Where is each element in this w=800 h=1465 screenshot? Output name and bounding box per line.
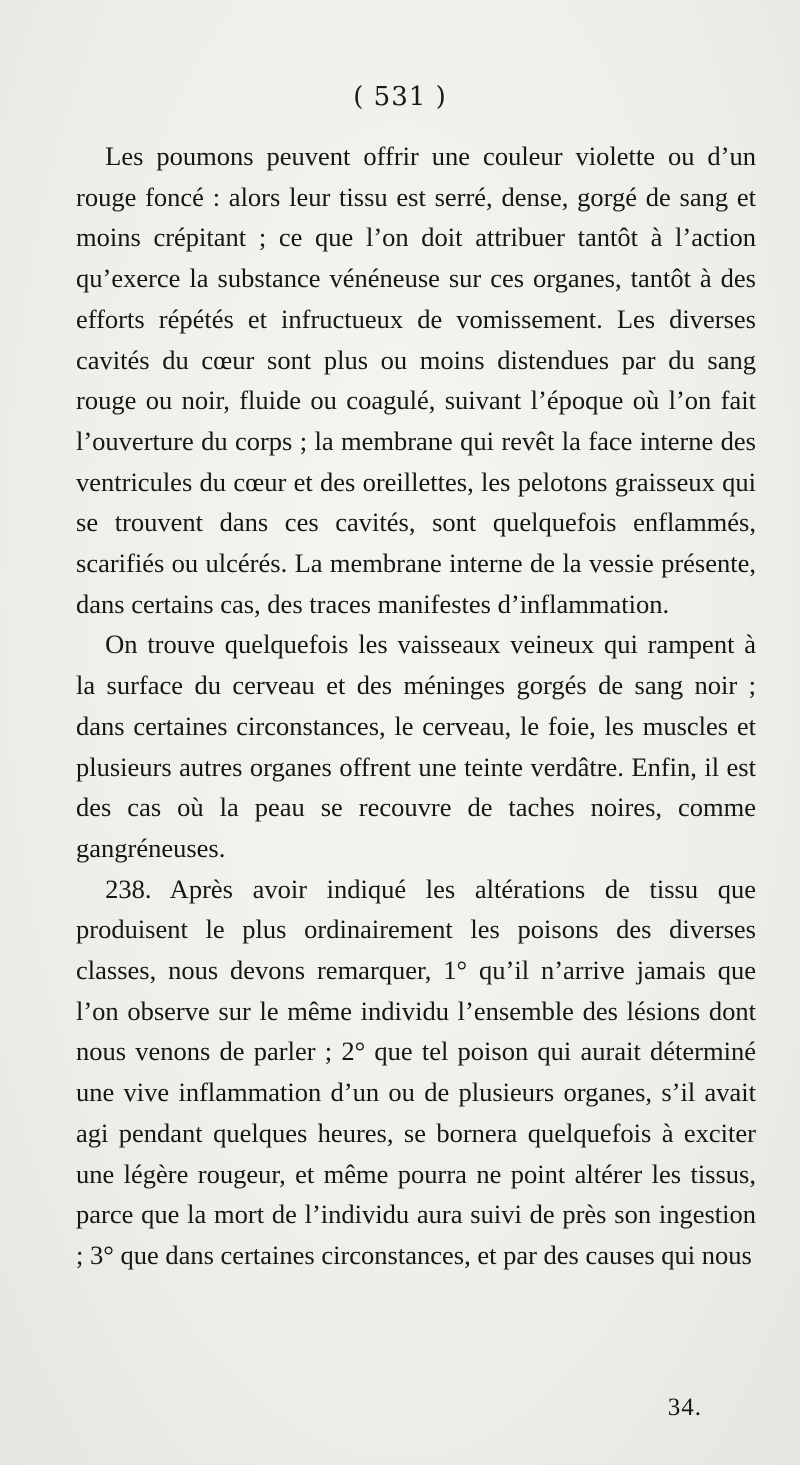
page-number: ( 531 ) [353,82,447,112]
paragraph-3: 238. Après avoir indiqué les altérations de tissu que produisent le plus ordinairement les poisons des diverses classes, nous devons remarquer, 1° qu’il n’arrive jamais que l’on observe sur le même individu l’ensemble des lésions dont nous venons de parler ; 2° que tel poison qui aurait déterminé une vive inflammation d’un ou de plusieurs organes, s’il avait agi pendant quelques heures, se bornera quelquefois à exciter une légère rougeur, et même pourra ne point altérer les tissus, parce que la mort de l’individu aura suivi de près son ingestion ; 3° que dans certaines circonstances, et par des causes qui nous [76,873,756,1270]
paragraph-1: Les poumons peuvent offrir une couleur violette ou d’un rouge foncé : alors leur tissu est serré, dense, gorgé de sang et moins crépitant ; ce que l’on doit attribuer tantôt à l’action qu’exerce la substance vénéneuse sur ces organes, tantôt à des efforts répétés et infructueux de vomissement. Les diverses cavités du cœur sont plus ou moins distendues par du sang rouge ou noir, fluide ou coagulé, suivant l’époque où l’on fait l’ouverture du corps ; la membrane qui revêt la face interne des ventricules du cœur et des oreillettes, les pelotons graisseux qui se trouvent dans ces cavités, sont quelquefois enflammés, scarifiés ou ulcérés. La membrane interne de la vessie présente, dans certains cas, des traces manifestes d’inflammation. [76,141,756,619]
signature-mark: 34. [667,1394,702,1421]
page-body [76,136,756,1276]
paragraph-2: On trouve quelquefois les vaisseaux veineux qui rampent à la surface du cerveau et des méninges gorgés de sang noir ; dans certaines circonstances, le cerveau, le foie, les muscles et plusieurs autres organes offrent une teinte verdâtre. Enfin, il est des cas où la peau se recouvre de taches noires, comme gangréneuses. [76,629,756,863]
